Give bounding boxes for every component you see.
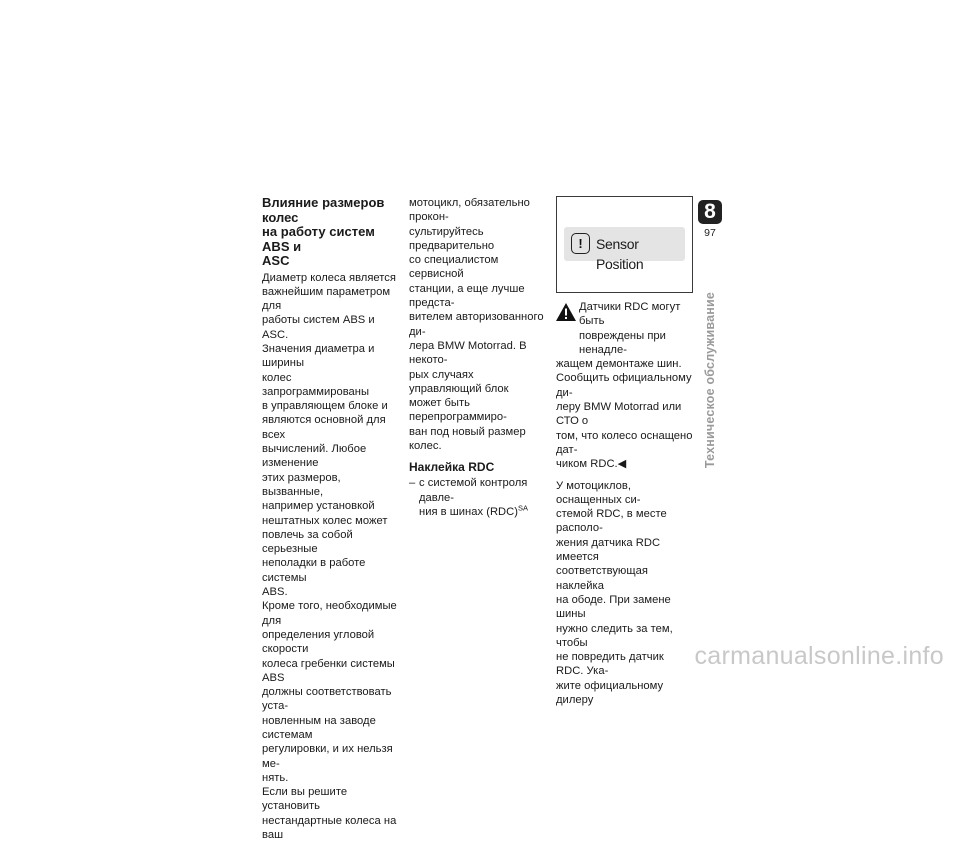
section-heading-wheel-size <box>262 196 397 269</box>
paragraph-rdc-sticker-info <box>556 479 694 708</box>
text-line: колеса гребенки системы ABS <box>262 657 395 684</box>
text-line: ния в шинах (RDC) <box>419 505 519 518</box>
text-line: вителем авторизованного ди- <box>409 311 544 338</box>
text-line: должны соответствовать уста- <box>262 686 392 713</box>
text-line: Кроме того, необходимые для <box>262 600 397 627</box>
text-column-left <box>262 196 397 842</box>
text-line: лера BMW Motorrad. В некото- <box>409 339 527 367</box>
end-marker-icon: ◀ <box>617 458 627 471</box>
text-line: ван под новый размер колес. <box>409 425 526 453</box>
text-line: этих размеров, вызванные, <box>262 471 341 498</box>
text-line: Сообщить официальному ди- <box>556 372 692 399</box>
chapter-number-badge: 8 <box>698 200 722 224</box>
text-line: жащем демонтаже шин. <box>556 358 682 371</box>
paragraph-nonstandard-wheels <box>262 785 397 842</box>
list-item-rdc-option <box>409 476 545 519</box>
text-line: на ободе. При замене шины <box>556 593 671 621</box>
text-column-middle <box>409 196 545 519</box>
page-number: 97 <box>704 227 716 239</box>
text-line: определения угловой скорости <box>262 628 375 656</box>
text-line: важнейшим параметром для <box>262 285 391 313</box>
text-line: сультируйтесь предварительно <box>409 225 495 252</box>
text-line: мотоцикл, обязательно прокон- <box>409 197 530 224</box>
text-line: чиком RDC. <box>556 458 618 471</box>
text-line: например установкой <box>262 500 375 513</box>
watermark: carmanualsonline.info <box>694 642 944 670</box>
text-line: повлечь за собой серьезные <box>262 528 353 556</box>
warning-triangle-icon <box>556 303 576 321</box>
text-line: жения датчика RDC имеется <box>556 536 661 564</box>
heading-line: Влияние размеров колес <box>262 195 385 225</box>
list-dash: – <box>409 477 416 490</box>
text-line: новленным на заводе системам <box>262 714 376 741</box>
text-line: вычислений. Любое изменение <box>262 443 367 470</box>
text-line: регулировки, и их нельзя ме- <box>262 743 393 770</box>
text-line: нестандартные колеса на ваш <box>262 814 397 842</box>
text-line: со специалистом сервисной <box>409 254 499 281</box>
text-line: повреждены при ненадле- <box>579 329 666 356</box>
chapter-side-title: Техническое обслуживание <box>703 291 717 469</box>
text-line: нять. <box>262 771 289 784</box>
text-line: соответствующая наклейка <box>556 565 648 592</box>
section-heading-rdc-sticker: Наклейка RDC <box>409 460 495 475</box>
paragraph-consult-dealer <box>409 196 545 453</box>
text-column-right <box>556 300 694 707</box>
text-line: стемой RDC, в месте располо- <box>556 508 667 535</box>
text-line: работы систем ABS и ASC. <box>262 314 375 341</box>
text-line: нештатных колес может <box>262 514 388 527</box>
text-line: Диаметр колеса является <box>262 271 397 284</box>
warning-block <box>556 300 694 357</box>
paragraph-abs-rings <box>262 599 397 785</box>
text-line: Значения диаметра и ширины <box>262 342 375 370</box>
text-line: в управляющем блоке и <box>262 400 388 413</box>
text-line: станции, а еще лучше предста- <box>409 282 525 310</box>
text-line: том, что колесо оснащено дат- <box>556 429 693 456</box>
text-line: Датчики RDC могут быть <box>579 301 681 328</box>
figure-sensor-position-display <box>556 196 693 293</box>
text-line: рых случаях управляющий блок <box>409 368 509 395</box>
text-line: нужно следить за тем, чтобы <box>556 622 673 649</box>
alert-exclamation-icon: ! <box>571 233 590 254</box>
warning-text-continued <box>556 357 694 471</box>
text-line: может быть перепрограммиро- <box>409 397 507 424</box>
text-line: неполадки в работе системы <box>262 557 366 584</box>
heading-line: на работу систем ABS и <box>262 224 375 254</box>
text-line: с системой контроля давле- <box>419 477 528 504</box>
text-line: У мотоциклов, оснащенных си- <box>556 479 641 506</box>
special-equipment-marker: SA <box>518 503 529 513</box>
text-line: леру BMW Motorrad или СТО о <box>556 401 682 428</box>
heading-line: ASC <box>262 253 290 268</box>
text-line: не повредить датчик RDC. Ука- <box>556 651 664 678</box>
text-line: являются основной для всех <box>262 414 386 441</box>
display-message: Sensor Position <box>596 236 644 272</box>
text-line: ABS. <box>262 586 288 599</box>
text-line: Если вы решите установить <box>262 786 348 813</box>
display-panel <box>564 227 685 272</box>
paragraph-diameter <box>262 271 397 600</box>
text-line: колес запрограммированы <box>262 371 370 398</box>
text-line: жите официальному дилеру <box>556 679 664 707</box>
